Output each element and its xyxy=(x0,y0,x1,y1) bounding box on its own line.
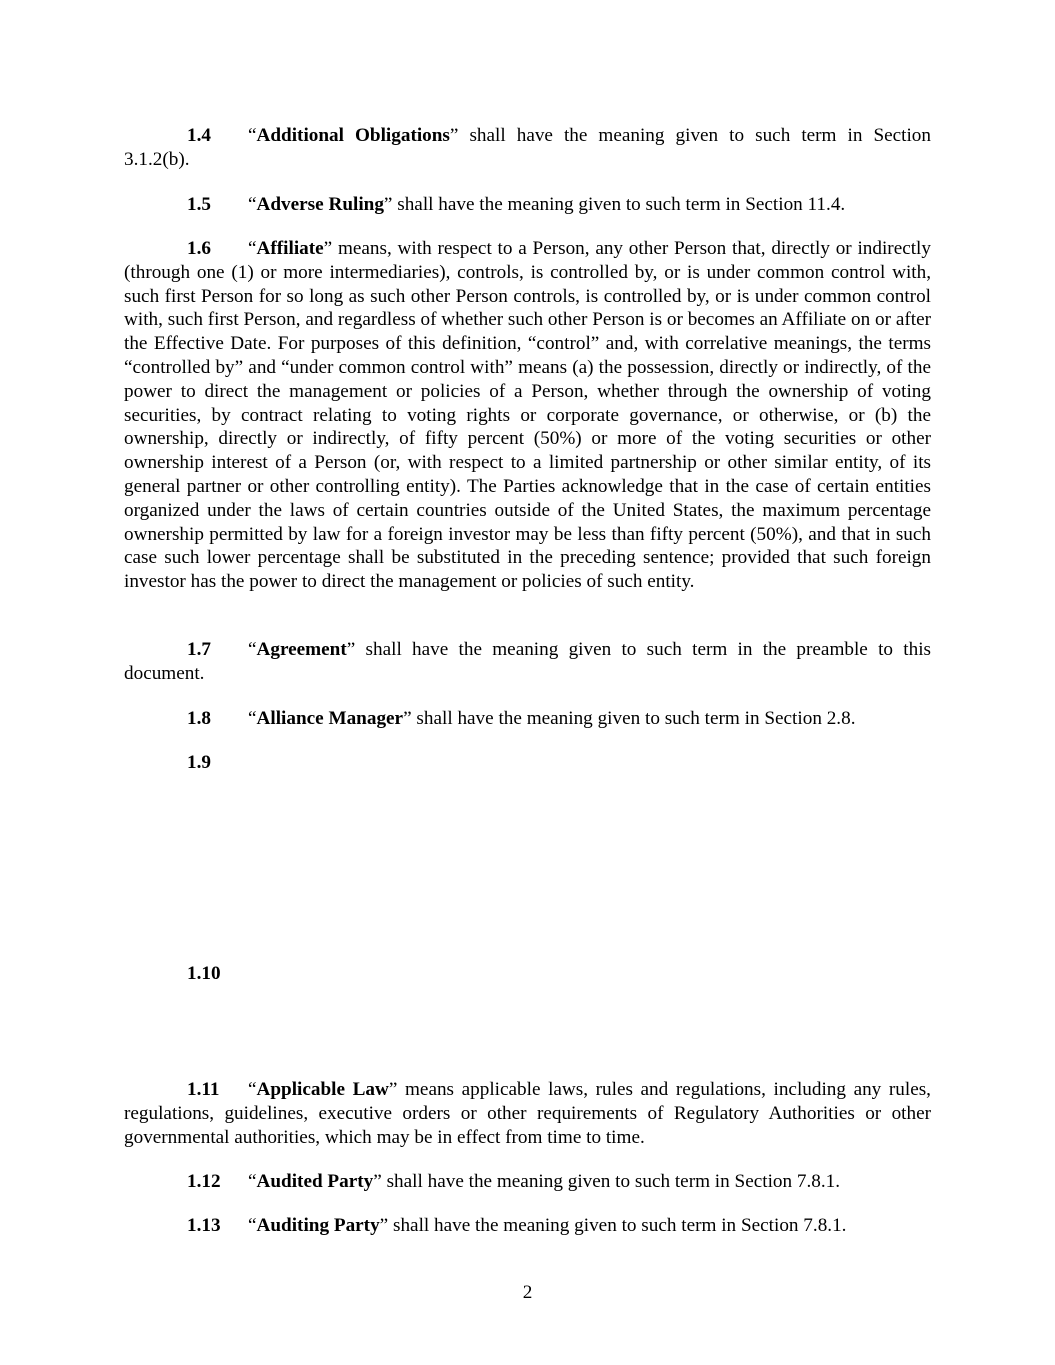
section-number: 1.10 xyxy=(187,963,221,984)
section-number: 1.6 xyxy=(187,238,211,259)
defined-term: Audited Party xyxy=(256,1171,374,1192)
definition-1-12: 1.12 “Audited Party” shall have the meaning given to such term in Section 7.8.1. xyxy=(187,1171,841,1192)
page-number: 2 xyxy=(522,1282,533,1303)
defined-term: Adverse Ruling xyxy=(256,194,384,215)
section-number: 1.7 xyxy=(187,639,211,660)
definition-1-10-redacted xyxy=(124,962,931,986)
definition-1-7: 1.7 “Agreement” shall have the meaning given to such term in the preamble to this document. xyxy=(124,639,931,684)
definition-1-4: 1.4 “Additional Obligations” shall have the meaning given to such term in Section 3.1.2(b). xyxy=(124,125,931,170)
definition-text: shall have the meaning given to such term in Section 7.8.1. xyxy=(388,1215,847,1236)
section-number: 1.13 xyxy=(187,1215,221,1236)
definition-text: shall have the meaning given to such term in Section 11.4. xyxy=(392,194,846,215)
definition-text: shall have the meaning given to such term in Section 2.8. xyxy=(411,708,856,729)
defined-term: Additional Obligations xyxy=(256,125,450,146)
defined-term: Agreement xyxy=(256,639,347,660)
definition-text: means, with respect to a Person, any other Person that, directly or indirectly (through one (1) or more intermediaries), controls, is controlled by, or is under common control with, such first Person for so long as such other Person controls, is controlled by, or is under common control with, such first Person, and regardless of whether such other Person is or becomes an Affiliate on or after the Effective Date. For purposes of this definition, “control” and, with correlative meanings, the terms “controlled by” and “under common control with” means (a) the possession, directly or indirectly, of the power to direct the management or policies of a Person, whether through the ownership of voting securities, by contract relating to voting rights or corporate governance, or otherwise, or (b) the ownership, directly or indirectly, of fifty percent (50%) or more of the voting securities or other ownership interest of a Person (or, with respect to a limited partnership or other similar entity, of its general partner or other controlling entity). The Parties acknowledge that in the case of certain entities organized under the laws of certain countries outside of the United States, the maximum percentage ownership permitted by law for a foreign investor may be less than fifty percent (50%), and that in such case such lower percentage shall be substituted in the preceding sentence; provided that such foreign investor has the power to direct the management or policies of such entity. xyxy=(124,238,931,593)
definition-text: shall have the meaning given to such term in Section 7.8.1. xyxy=(381,1171,841,1192)
defined-term: Auditing Party xyxy=(256,1215,380,1236)
section-number: 1.4 xyxy=(187,125,211,146)
definition-text: shall have the meaning given to such term in Section 3.1.2(b). xyxy=(124,125,931,170)
definition-1-13: 1.13 “Auditing Party” shall have the meaning given to such term in Section 7.8.1. xyxy=(187,1215,847,1236)
definition-1-11: 1.11 “Applicable Law” means applicable laws, rules and regulations, including any rules, regulations, guidelines, executive orders or other requirements of Regulatory Authorities or other governmental authorities, which may be in effect from time to time. xyxy=(124,1079,931,1148)
section-number: 1.9 xyxy=(187,752,211,773)
defined-term: Alliance Manager xyxy=(256,708,404,729)
definition-text: means applicable laws, rules and regulations, including any rules, regulations, guidelines, executive orders or other requirements of Regulatory Authorities or other governmental authorities, which may be in effect from time to time. xyxy=(124,1079,931,1148)
definition-1-8: 1.8 “Alliance Manager” shall have the meaning given to such term in Section 2.8. xyxy=(187,708,856,729)
section-number: 1.8 xyxy=(187,708,211,729)
section-number: 1.12 xyxy=(187,1171,221,1192)
defined-term: Applicable Law xyxy=(256,1079,389,1100)
definition-text: shall have the meaning given to such term in the preamble to this document. xyxy=(124,639,931,684)
section-number: 1.5 xyxy=(187,194,211,215)
defined-term: Affiliate xyxy=(256,238,324,259)
definition-1-5: 1.5 “Adverse Ruling” shall have the meaning given to such term in Section 11.4. xyxy=(187,194,846,215)
section-number: 1.11 xyxy=(187,1079,220,1100)
definition-1-9-redacted xyxy=(124,751,931,775)
definition-1-6: 1.6 “Affiliate” means, with respect to a Person, any other Person that, directly or indirectly (through one (1) or more intermediaries), controls, is controlled by, or is under common control with, such first Person for so long as such other Person controls, is controlled by, or is under common control with, such first Person, and regardless of whether such other Person is or becomes an Affiliate on or after the Effective Date. For purposes of this definition, “control” and, with correlative meanings, the terms “controlled by” and “under common control with” means (a) the possession, directly or indirectly, of the power to direct the management or policies of a Person, whether through the ownership of voting securities, by contract relating to voting rights or corporate governance, or otherwise, or (b) the ownership, directly or indirectly, of fifty percent (50%) or more of the voting securities or other ownership interest of a Person (or, with respect to a limited partnership or other similar entity, of its general partner or other controlling entity). The Parties acknowledge that in the case of certain entities organized under the laws of certain countries outside of the United States, the maximum percentage ownership permitted by law for a foreign investor may be less than fifty percent (50%), and that in such case such lower percentage shall be substituted in the preceding sentence; provided that such foreign investor has the power to direct the management or policies of such entity. xyxy=(124,238,931,593)
